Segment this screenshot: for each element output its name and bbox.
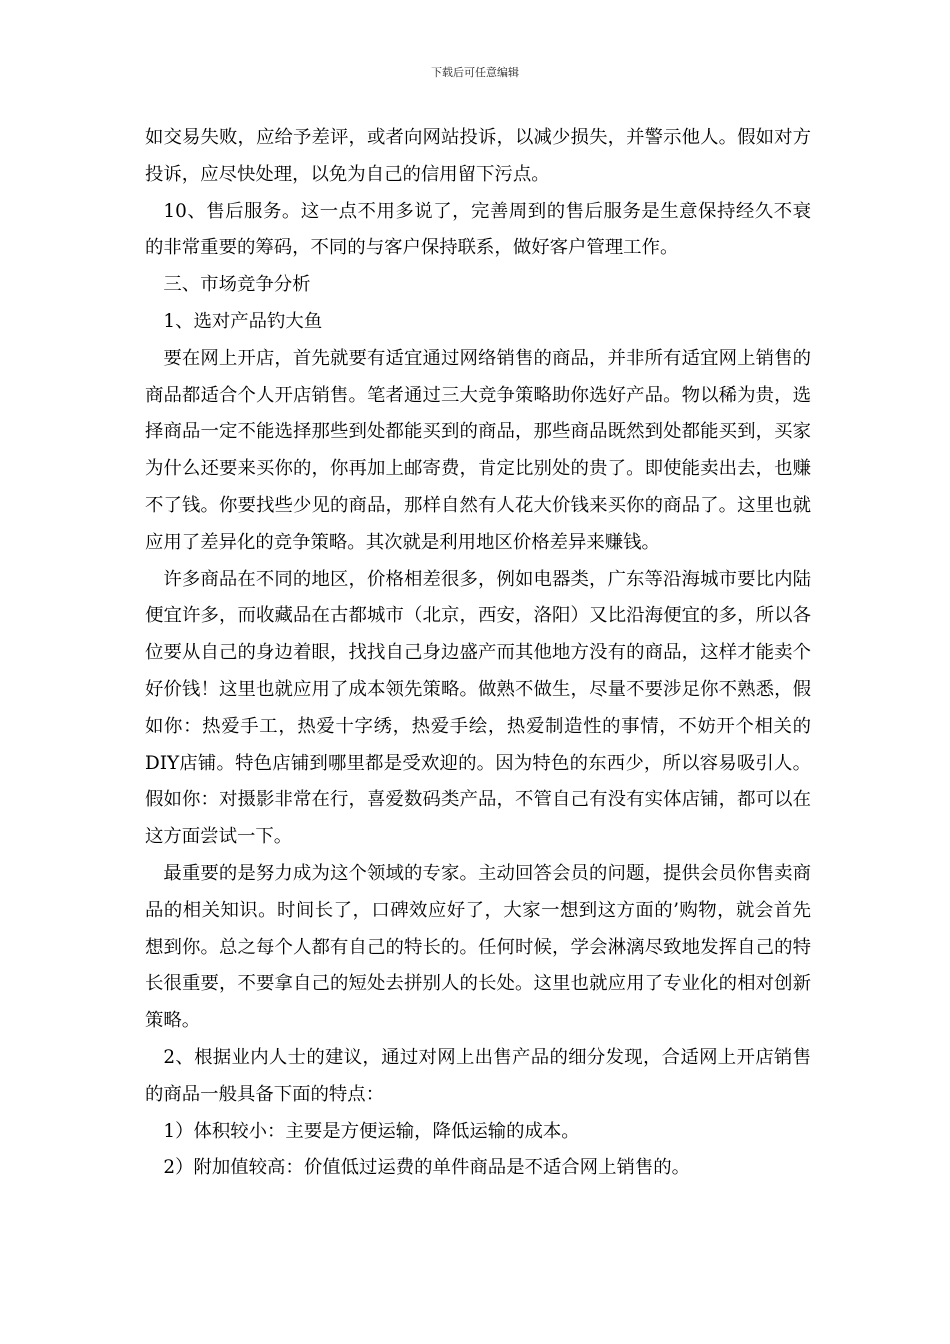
document-body — [145, 120, 811, 1187]
section-heading-market-competition: 三、市场竞争分析 — [163, 274, 311, 296]
paragraph-continuation: 如交易失败，应给予差评，或者向网站投诉，以减少损失，并警示他人。假如对方投诉，应尽快处理，以免为自己的信用留下污点。 — [145, 127, 811, 185]
list-item-high-value: 2）附加值较高：价值低过运费的单件商品是不适合网上销售的。 — [163, 1157, 691, 1179]
paragraph-differentiation: 要在网上开店，首先就要有适宜通过网络销售的商品，并非所有适宜网上销售的商品都适合个人开店销售。笔者通过三大竞争策略助你选好产品。物以稀为贵，选择商品一定不能选择那些到处都能买到的商品，那些商品既然到处都能买到，买家为什么还要来买你的，你再加上邮寄费，肯定比别处的贵了。即使能卖出去，也赚不了钱。你要找些少见的商品，那样自然有人花大价钱来买你的商品了。这里也就应用了差异化的竞争策略。其次就是利用地区价格差异来赚钱。 — [145, 347, 811, 553]
list-item-small-volume: 1）体积较小：主要是方便运输，降低运输的成本。 — [163, 1120, 580, 1142]
subheading-choose-products: 1、选对产品钓大鱼 — [163, 310, 323, 332]
paragraph-specialization: 最重要的是努力成为这个领域的专家。主动回答会员的问题，提供会员你售卖商品的相关知识。时间长了，口碑效应好了，大家一想到这方面的’购物，就会首先想到你。总之每个人都有自己的特长的。任何时候，学会淋漓尽致地发挥自己的特长很重要，不要拿自己的短处去拼别人的长处。这里也就应用了专业化的相对创新策略。 — [145, 862, 811, 1032]
page-header-note: 下载后可任意编辑 — [431, 66, 519, 79]
paragraph-product-features-intro: 2、根据业内人士的建议，通过对网上出售产品的细分发现，合适网上开店销售的商品一般具备下面的特点： — [145, 1046, 811, 1105]
paragraph-after-sales-service: 10、售后服务。这一点不用多说了，完善周到的售后服务是生意保持经久不衰的非常重要的筹码，不同的与客户保持联系，做好客户管理工作。 — [145, 200, 811, 259]
paragraph-cost-leadership: 许多商品在不同的地区，价格相差很多，例如电器类，广东等沿海城市要比内陆便宜许多，而收藏品在古都城市（北京，西安，洛阳）又比沿海便宜的多，所以各位要从自己的身边着眼，找找自己身边盛产而其他地方没有的商品，这样才能卖个好价钱！这里也就应用了成本领先策略。做熟不做生，尽量不要涉足你不熟悉，假如你：热爱手工，热爱十字绣，热爱手绘，热爱制造性的事情，不妨开个相关的DIY店铺。特色店铺到哪里都是受欢迎的。因为特色的东西少，所以容易吸引人。假如你：对摄影非常在行，喜爱数码类产品，不管自己有没有实体店铺，都可以在这方面尝试一下。 — [145, 568, 811, 848]
